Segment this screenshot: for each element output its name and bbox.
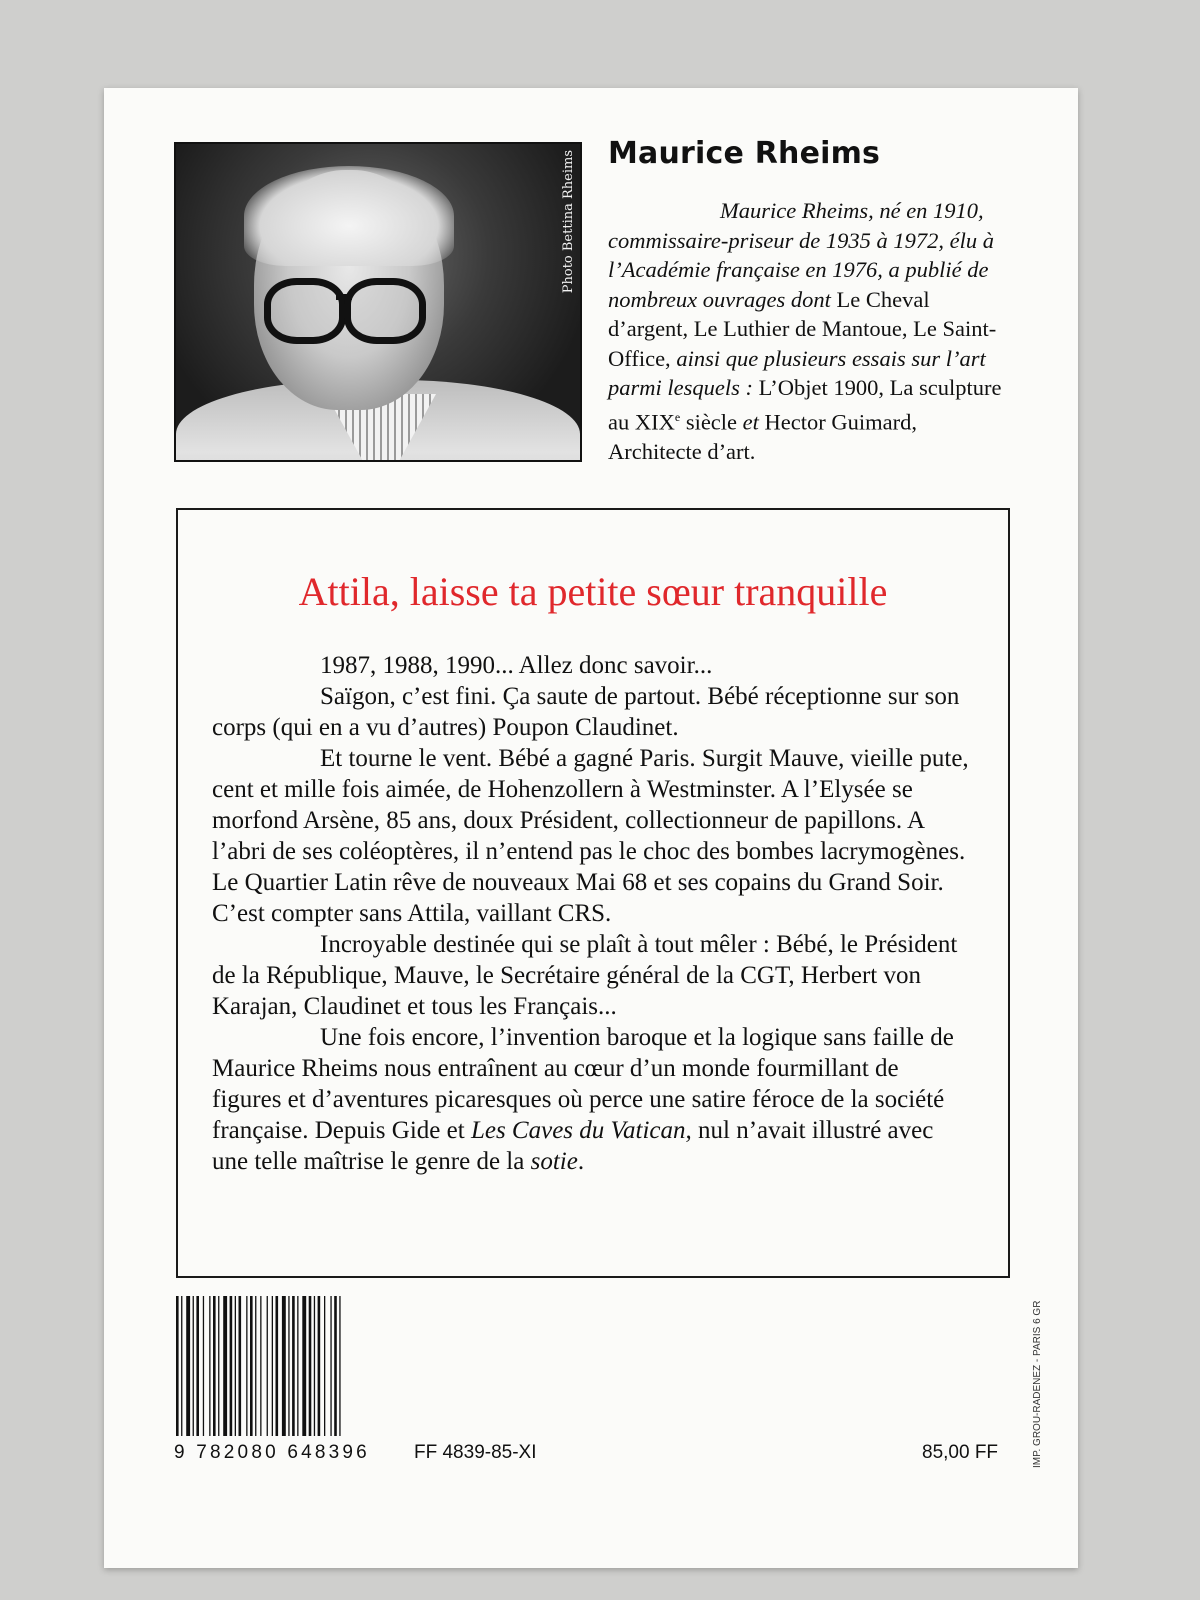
author-name: Maurice Rheims — [608, 136, 881, 171]
barcode-bar — [255, 1296, 256, 1436]
bio-works2-sup: e — [674, 409, 681, 424]
barcode-bar — [260, 1296, 261, 1436]
bio-works2: L’Objet 1900, La sculpture au XIX — [608, 375, 1002, 434]
photo-hair — [244, 166, 454, 266]
barcode-bar — [203, 1296, 204, 1436]
barcode-bar — [297, 1296, 298, 1436]
barcode-bar — [272, 1296, 273, 1436]
blurb-paragraph: Saïgon, c’est fini. Ça saute de partout. Bébé réceptionne sur son corps (qui en a vu d’autres) Poupon Claudinet. — [212, 683, 960, 741]
bio-works1: Le Cheval d’argent, Le Luthier de Mantoue, Le Saint-Office, — [608, 286, 997, 371]
barcode — [174, 1296, 410, 1436]
barcode-bar — [239, 1296, 242, 1436]
book-title: Attila, laisse ta petite sœur tranquille — [298, 569, 888, 614]
barcode-bar — [276, 1296, 279, 1436]
barcode-bar — [334, 1296, 337, 1436]
blurb-last-a: Une fois encore, l’invention baroque et la logique sans faille de Maurice Rheims nous entraînent au cœur d’un monde fourmillant de figures et d’aventures picaresques où perce une satire féroce de la société française. Depuis Gide et — [212, 1024, 954, 1144]
glasses-left-lens — [264, 278, 346, 344]
bio-part2: ainsi que plusieurs essais sur l’art parmi lesquels : — [608, 345, 986, 400]
photo-credit: Photo Bettina Rheims — [561, 150, 576, 294]
blurb-paragraph-last — [212, 1022, 972, 1177]
barcode-bar — [339, 1296, 340, 1436]
bio-works3: Hector Guimard, Architecte d’art. — [608, 409, 917, 464]
barcode-bar — [302, 1296, 306, 1436]
barcode-bar — [282, 1296, 286, 1436]
blurb-last-c: . — [577, 1148, 585, 1175]
blurb-paragraph: Et tourne le vent. Bébé a gagné Paris. Surgit Mauve, vieille pute, cent et mille fois aimée, de Hohenzollern à Westminster. A l’Elysée se morfond Arsène, 85 ans, doux Président, collectionneur de papillons. A l’abri de ses coléoptères, il n’entend pas le choc des bombes lacrymogènes. Le Quartier Latin rêve de nouveaux Mai 68 et ses copains du Grand Soir. C’est compter sans Attila, vaillant CRS. — [212, 745, 969, 927]
barcode-bar — [186, 1296, 190, 1436]
barcode-bar — [288, 1296, 289, 1436]
barcode-bar — [324, 1296, 325, 1436]
barcode-bar — [218, 1296, 219, 1436]
blurb-box — [176, 508, 1010, 1278]
barcode-bar — [193, 1296, 194, 1436]
isbn-number: 9 782080 648396 — [174, 1442, 370, 1463]
barcode-bar — [209, 1296, 210, 1436]
book-blurb — [212, 650, 972, 1177]
barcode-bar — [223, 1296, 227, 1436]
bio-part3: et — [742, 409, 759, 434]
blurb-last-italic1: Les Caves du Vatican, — [470, 1117, 692, 1144]
barcode-bar — [230, 1296, 233, 1436]
barcode-bar — [318, 1296, 321, 1436]
barcode-bar — [235, 1296, 236, 1436]
barcode-bar — [250, 1296, 253, 1436]
author-photo — [174, 142, 582, 462]
bio-part1: Maurice Rheims, né en 1910, commissaire-priseur de 1935 à 1972, élu à l’Académie française en 1976, a publié de nombreux ouvrages dont — [608, 198, 995, 312]
barcode-bar — [213, 1296, 216, 1436]
barcode-bar — [292, 1296, 295, 1436]
barcode-bar — [309, 1296, 312, 1436]
bio-works2b: siècle — [680, 409, 743, 434]
glasses-bridge — [336, 294, 352, 300]
blurb-paragraph: Incroyable destinée qui se plaît à tout mêler : Bébé, le Président de la République, Mauve, le Secrétaire général de la CGT, Herbert von Karajan, Claudinet et tous les Français... — [212, 931, 958, 1020]
price: 85,00 FF — [922, 1442, 999, 1463]
product-code: FF 4839-85-XI — [414, 1442, 537, 1463]
printer-imprint: IMP. GROU-RADENEZ - PARIS 6 GR — [1032, 1300, 1043, 1468]
author-bio — [608, 196, 1008, 466]
barcode-bar — [314, 1296, 315, 1436]
barcode-bar — [330, 1296, 331, 1436]
barcode-bar — [181, 1296, 182, 1436]
barcode-bar — [176, 1296, 179, 1436]
barcode-bar — [246, 1296, 247, 1436]
blurb-paragraph: 1987, 1988, 1990... Allez donc savoir... — [320, 652, 713, 679]
blurb-last-b: nul n’avait illustré avec une telle maîtrise le genre de la — [212, 1117, 934, 1175]
barcode-bar — [196, 1296, 199, 1436]
blurb-last-italic2: sotie — [530, 1148, 578, 1175]
glasses-right-lens — [344, 278, 426, 344]
barcode-bar — [267, 1296, 268, 1436]
